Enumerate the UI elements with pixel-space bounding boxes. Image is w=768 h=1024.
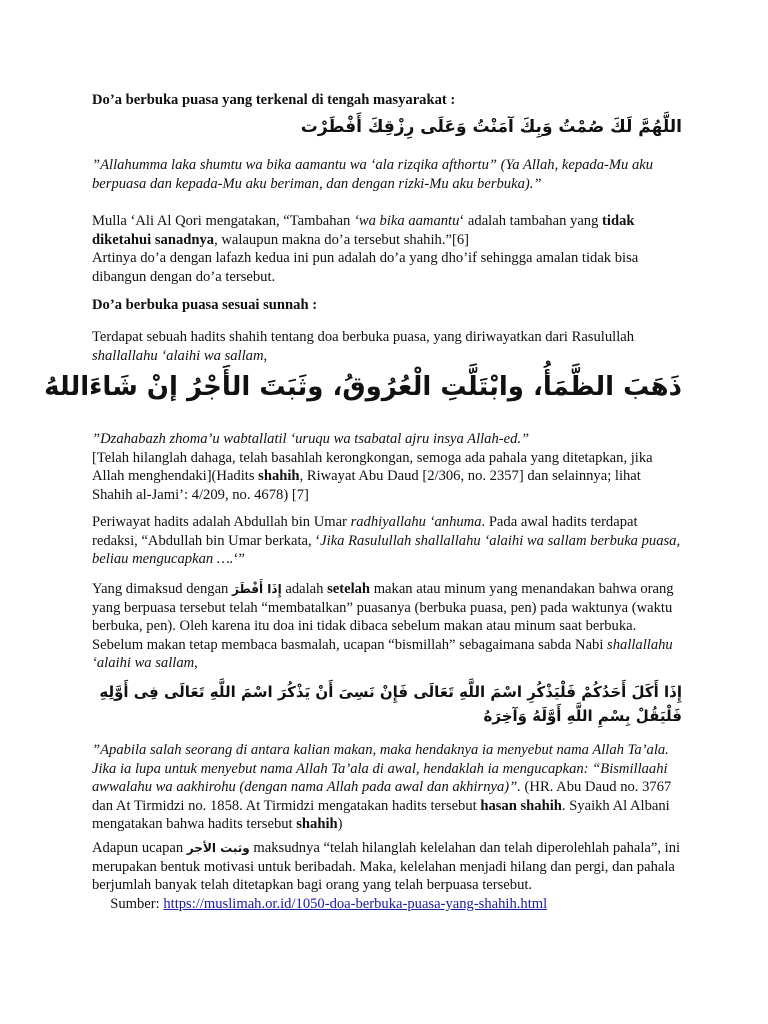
text: ) — [337, 816, 343, 833]
heading-sunnah-prayer: Do’a berbuka puasa sesuai sunnah : — [92, 297, 318, 313]
paragraph-translation-3 — [92, 741, 682, 834]
transliteration-text: ”Dzahabazh zhoma’u wabtallatil ‘uruqu wa tsabatal ajru insya Allah-ed.” — [92, 431, 530, 447]
translation-text: (Ya Allah, kepada-Mu aku berpuasa dan kepada-Mu aku beriman, dan dengan rizki-Mu aku berbuka).” — [92, 157, 654, 192]
text: Periwayat hadits adalah Abdullah bin Umar — [92, 514, 351, 530]
text: Terdapat sebuah hadits shahih tentang doa berbuka puasa, yang diriwayatkan dari Rasulullah — [92, 329, 635, 345]
text: , — [263, 347, 268, 364]
arabic-inline: إِذَا أَفْطَرَ — [232, 582, 282, 596]
text: ‘ adalah tambahan yang — [459, 213, 603, 229]
paragraph-narrator — [92, 513, 682, 569]
arabic-inline: وثبت الأجر — [186, 841, 250, 855]
paragraph-transliteration-2 — [92, 430, 682, 504]
text-bold: shahih — [258, 468, 300, 485]
text-italic: shallallahu ‘alaihi wa sallam — [92, 347, 264, 364]
text: [Telah hilanglah dahaga, telah basahlah kerongkongan, semoga ada pahala yang ditetapkan, jika Allah menghendaki](Hadits — [92, 449, 653, 485]
paragraph-transliteration-1 — [92, 156, 682, 193]
text: Artinya do’a dengan lafazh kedua ini pun adalah do’a yang dho’if sehingga amalan tidak bisa dibangun dengan do’a tersebut. — [92, 250, 639, 285]
text: Yang dimaksud dengan — [92, 581, 232, 597]
paragraph-hadith-intro — [92, 328, 682, 365]
text-bold: hasan shahih — [480, 797, 562, 814]
paragraph-mulla-ali — [92, 212, 682, 286]
text: makan atau minum yang menandakan bahwa orang yang berpuasa tersebut telah “membatalkan” puasanya (berbuka puasa, pen) pada waktunya (waktu berbuka, pen). Oleh karena itu doa ini tidak dibaca sebelum makan atau minum saat berbuka. Sebelum makan tetap membaca basmalah, ucapan “bismillah” sebagaimana sabda Nabi — [92, 581, 674, 653]
text: adalah — [281, 581, 328, 597]
text: maksudnya “telah hilanglah kelelahan dan telah diperolehlah pahala”, ini merupakan bentuk motivasi untuk beribadah. Maka, kelelahan menjadi hilang dan pergi, dan pahala berjumlah banyak telah ditetapkan bagi orang yang telah berpuasa tersebut. — [92, 840, 681, 894]
text-bold: shahih — [296, 816, 338, 833]
text-bold: setelah — [327, 581, 371, 597]
text: (HR. Abu Daud no. 3767 dan At Tirmidzi no. 1858. At Tirmidzi mengatakan hadits tersebut — [92, 779, 672, 814]
text: , walaupun makna do’a tersebut shahih.”[6] — [214, 231, 469, 248]
text-italic: radhiyallahu ‘anhuma — [350, 514, 482, 530]
text: , — [194, 655, 198, 672]
text-italic: Jika Rasulullah shallallahu ‘alaihi wa sallam berbuka puasa, beliau mengucapkan …. — [92, 532, 681, 568]
text: . Syaikh Al Albani mengatakan bahwa hadits tersebut — [92, 797, 670, 833]
arabic-hadith-bismillah: إِذَا أَكَلَ أَحَدُكُمْ فَلْيَذْكُرِ اسْمَ اللَّهِ تَعَالَى فَإِنْ نَسِىَ أَنْ يَذْكُرَ اسْمَ اللَّهِ تَعَالَى فِى أَوَّلِهِ فَلْيَقُلْ بِسْمِ اللَّهِ أَوَّلَهُ وَآخِرَهُ — [99, 683, 682, 725]
text-italic: ”Apabila salah seorang di antara kalian makan, maka hendaknya ia menyebut nama Allah Ta’ala. Jika ia lupa untuk menyebut nama Allah Ta’ala di awal, hendaklah ia mengucapkan: “Bismillaahi awwalahu wa aakhirohu (dengan nama Allah pada awal dan akhirnya)”. — [92, 742, 669, 796]
text: Mulla ‘Ali Al Qori mengatakan, “Tambahan — [92, 213, 354, 229]
paragraph-meaning — [92, 580, 682, 673]
arabic-prayer-popular: اللَّهُمَّ لَكَ صُمْتُ وَبِكَ آمَنْتُ وَعَلَى رِزْقِكَ أَفْطَرْت — [300, 117, 682, 137]
text: ‘” — [233, 551, 245, 568]
text: Sumber: — [92, 895, 164, 912]
text: , Riwayat Abu Daud [2/306, no. 2357] dan selainnya; lihat Shahih al-Jami’: 4/209, no. 4678) [7] — [92, 468, 641, 503]
arabic-prayer-sunnah: ذَهَبَ الظَّمَأُ، وابْتَلَّتِ الْعُرُوقُ، وثَبَتَ الأَجْرُ إنْ شَاءَاللهُ — [44, 372, 682, 402]
source-link[interactable]: https://muslimah.or.id/1050-doa-berbuka-puasa-yang-shahih.html — [163, 895, 548, 912]
text-italic: ‘wa bika aamantu — [354, 213, 460, 229]
text-italic: shallallahu ‘alaihi wa sallam — [92, 636, 673, 672]
paragraph-closing — [92, 839, 682, 913]
text-bold: tidak diketahui sanadnya — [92, 213, 635, 248]
text: Adapun ucapan — [92, 840, 187, 856]
text: . Pada awal hadits terdapat redaksi, “Abdullah bin Umar berkata, ‘ — [92, 514, 638, 549]
heading-popular-prayer: Do’a berbuka puasa yang terkenal di tengah masyarakat : — [92, 92, 456, 108]
transliteration-text: ”Allahumma laka shumtu wa bika aamantu wa ‘ala rizqika afthortu” — [92, 157, 497, 173]
